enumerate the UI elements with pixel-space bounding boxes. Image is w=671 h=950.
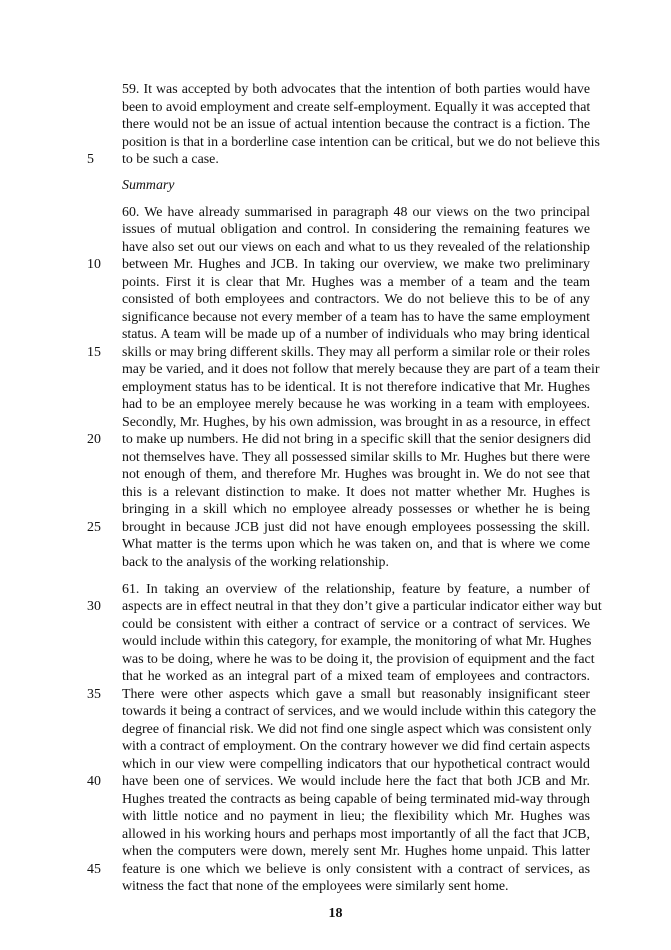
text-line: What matter is the terms upon which he was taken on, and that is where we come — [122, 537, 590, 552]
text-line: 59. It was accepted by both advocates that the intention of both parties would have — [122, 82, 590, 97]
text-line: position is that in a borderline case intention can be critical, but we do not believe this — [122, 135, 600, 150]
text-line: points. First it is clear that Mr. Hughes was a member of a team and the team — [122, 275, 590, 290]
text-line: that he worked as an integral part of a mixed team of employees and contractors. — [122, 669, 590, 684]
text-line: could be consistent with either a contract of service or a contract of services. We — [122, 617, 590, 632]
text-line: had to be an employee merely because he was working in a team with employees. — [122, 397, 590, 412]
text-line: have been one of services. We would include here the fact that both JCB and Mr. — [122, 774, 590, 789]
text-line: this is a relevant distinction to make. It does not matter whether Mr. Hughes is — [122, 485, 590, 500]
line-number: 5 — [87, 152, 94, 167]
text-line: between Mr. Hughes and JCB. In taking our overview, we make two preliminary — [122, 257, 590, 272]
line-number: 35 — [87, 687, 101, 702]
line-number: 45 — [87, 862, 101, 877]
text-line: allowed in his working hours and perhaps most importantly of all the fact that JCB, — [122, 827, 590, 842]
text-line: Secondly, Mr. Hughes, by his own admission, was brought in as a resource, in effect — [122, 415, 591, 430]
text-line: feature is one which we believe is only consistent with a contract of services, as — [122, 862, 590, 877]
text-line: been to avoid employment and create self-employment. Equally it was accepted that — [122, 100, 591, 115]
line-number: 25 — [87, 520, 101, 535]
text-line: to be such a case. — [122, 152, 219, 167]
text-line: not themselves have. They all possessed similar skills to Mr. Hughes but there were — [122, 450, 590, 465]
text-line: with little notice and no payment in lieu; the flexibility which Mr. Hughes was — [122, 809, 590, 824]
line-number: 15 — [87, 345, 101, 360]
text-line: would include within this category, for example, the monitoring of what Mr. Hughes — [122, 634, 592, 649]
page-number: 18 — [328, 906, 343, 921]
text-line: There were other aspects which gave a small but reasonably insignificant steer — [122, 687, 590, 702]
text-line: consisted of both employees and contractors. We do not believe this to be of any — [122, 292, 590, 307]
text-line: when the computers were down, merely sent Mr. Hughes home unpaid. This latter — [122, 844, 590, 859]
text-line: which in our view were compelling indicators that our hypothetical contract would — [122, 757, 590, 772]
text-line: Hughes treated the contracts as being capable of being terminated mid-way through — [122, 792, 590, 807]
text-line: aspects are in effect neutral in that they don’t give a particular indicator either way but — [122, 599, 602, 614]
text-line: skills or may bring different skills. They may all perform a similar role or their roles — [122, 345, 590, 360]
text-line: employment status has to be identical. It is not therefore indicative that Mr. Hughes — [122, 380, 590, 395]
text-line: there would not be an issue of actual intention because the contract is a fiction. The — [122, 117, 590, 132]
text-line: significance because not every member of a team has to have the same employment — [122, 310, 590, 325]
text-line: 60. We have already summarised in paragraph 48 our views on the two principal — [122, 205, 590, 220]
text-line: with a contract of employment. On the contrary however we did find certain aspects — [122, 739, 590, 754]
line-number: 20 — [87, 432, 101, 447]
text-line: not enough of them, and therefore Mr. Hughes was brought in. We do not see that — [122, 467, 590, 482]
text-line: to make up numbers. He did not bring in a specific skill that the senior designers did — [122, 432, 591, 447]
text-line: was to be doing, where he was to be doing it, the provision of equipment and the fact — [122, 652, 595, 667]
text-line: towards it being a contract of services, and we would include within this category the — [122, 704, 597, 719]
text-line: witness the fact that none of the employees were similarly sent home. — [122, 879, 509, 894]
text-line: may be varied, and it does not follow that merely because they are part of a team their — [122, 362, 600, 377]
text-line: back to the analysis of the working relationship. — [122, 555, 389, 570]
section-heading: Summary — [122, 178, 175, 193]
text-line: brought in because JCB just did not have enough employees possessing the skill. — [122, 520, 590, 535]
text-line: degree of financial risk. We did not find one single aspect which was consistent only — [122, 722, 592, 737]
line-number: 10 — [87, 257, 101, 272]
text-line: 61. In taking an overview of the relationship, feature by feature, a number of — [122, 582, 590, 597]
text-line: issues of mutual obligation and control. In considering the remaining features we — [122, 222, 590, 237]
text-line: bringing in a skill which no employee already possesses or whether he is being — [122, 502, 590, 517]
text-line: status. A team will be made up of a number of individuals who may bring identical — [122, 327, 590, 342]
line-number: 40 — [87, 774, 101, 789]
text-line: have also set out our views on each and what to us they revealed of the relationship — [122, 240, 590, 255]
line-number: 30 — [87, 599, 101, 614]
